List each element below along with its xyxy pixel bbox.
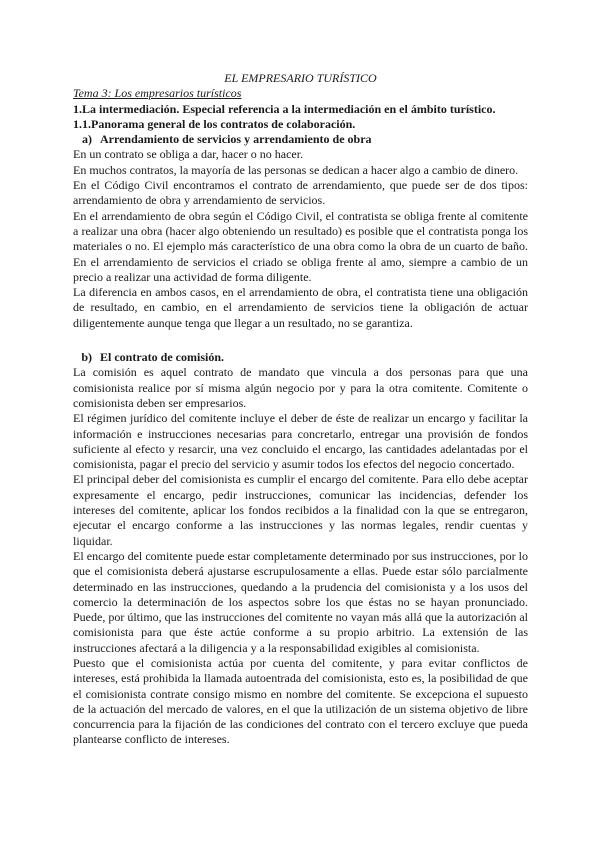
section-a-paragraph: En un contrato se obliga a dar, hacer o no hacer. xyxy=(73,147,304,162)
document-page xyxy=(73,71,528,748)
section-b-label: b) xyxy=(81,350,92,365)
section-b-paragraph: El régimen jurídico del comitente incluye el deber de éste de realizar un encargo y facilitar la información e instrucciones necesarias para concretarlo, entregar una provisión de fondos suficiente al efecto y resarcir, una vez concluido el encargo, las cantidades adelantadas por el comisionista, pagar el precio del servicio y asumir todos los efectos del negocio concertado. xyxy=(73,411,528,472)
document-title: EL EMPRESARIO TURÍSTICO xyxy=(224,71,377,85)
heading-1-1: 1.1.Panorama general de los contratos de colaboración. xyxy=(73,116,356,131)
section-a-paragraph: En muchos contratos, la mayoría de las personas se dedican a hacer algo a cambio de dinero. xyxy=(73,162,519,177)
section-b-heading xyxy=(73,350,528,365)
section-a-paragraph: En el arrendamiento de obra según el Código Civil, el contratista se obliga frente al comitente a realizar una obra (hacer algo obteniendo un resultado) es posible que el contratista ponga los materiales o no. El ejemplo más característico de una obra como la obra de un cuarto de baño. En el arrendamiento de servicios el criado se obliga frente al amo, siempre a cambio de un precio a realizar una actividad de forma diligente. xyxy=(73,208,528,284)
spacer xyxy=(73,331,528,346)
theme-subtitle: Tema 3: Los empresarios turísticos xyxy=(73,86,242,101)
section-a-paragraph: La diferencia en ambos casos, en el arrendamiento de obra, el contratista tiene una obligación de resultado, en cambio, en el arrendamiento de servicios tiene la obligación de actuar diligentemente aunque tenga que llegar a un resultado, no se garantiza. xyxy=(73,285,528,330)
section-b-title: El contrato de comisión. xyxy=(100,350,224,365)
section-b-paragraph: El encargo del comitente puede estar completamente determinado por sus instrucciones, por lo que el comisionista deberá ajustarse escrupulosamente a ellas. Puede estar sólo parcialmente determinado en las instrucciones, quedando a la prudencia del comisionista y a los usos del comercio la determinación de los aspectos sobre los que éstas no se hayan pronunciado. Puede, por último, que las instrucciones del comitente no vayan más allá que la autorización al comisionista para que éste actúe conforme a su propio arbitrio. La extensión de las instrucciones afectará a la diligencia y a la responsabilidad exigibles al comisionista. xyxy=(73,548,528,655)
section-b-paragraph: El principal deber del comisionista es cumplir el encargo del comitente. Para ello debe aceptar expresamente el encargo, pedir instrucciones, comunicar las incidencias, defender los intereses del comitente, aplicar los fondos recibidos a la finalidad con la que se entregaron, ejecutar el encargo conforme a las instrucciones y las normas legales, rendir cuentas y liquidar. xyxy=(73,472,528,548)
section-b-paragraph: La comisión es aquel contrato de mandato que vincula a dos personas para que una comisionista realice por sí misma algún negocio por y para la otra comitente. Comitente o comisionista deben ser empresarios. xyxy=(73,365,528,410)
heading-1: 1.La intermediación. Especial referencia a la intermediación en el ámbito turístico. xyxy=(73,101,496,116)
section-a-heading xyxy=(73,132,528,147)
section-a-title: Arrendamiento de servicios y arrendamiento de obra xyxy=(100,132,372,147)
section-a-paragraph: En el Código Civil encontramos el contrato de arrendamiento, que puede ser de dos tipos: arrendamiento de obra y arrendamiento de servicios. xyxy=(73,178,528,208)
section-b-paragraph: Puesto que el comisionista actúa por cuenta del comitente, y para evitar conflictos de intereses, está prohibida la llamada autoentrada del comisionista, esto es, la posibilidad de que el comisionista contrate consigo mismo en nombre del comitente. Se excepciona el supuesto de la actuación del mercado de valores, en el que la utilización de un sistema objetivo de libre concurrencia para la fijación de las condiciones del contrato con el tercero excluye que pueda plantearse conflicto de intereses. xyxy=(73,655,528,747)
section-a-label: a) xyxy=(82,132,92,147)
